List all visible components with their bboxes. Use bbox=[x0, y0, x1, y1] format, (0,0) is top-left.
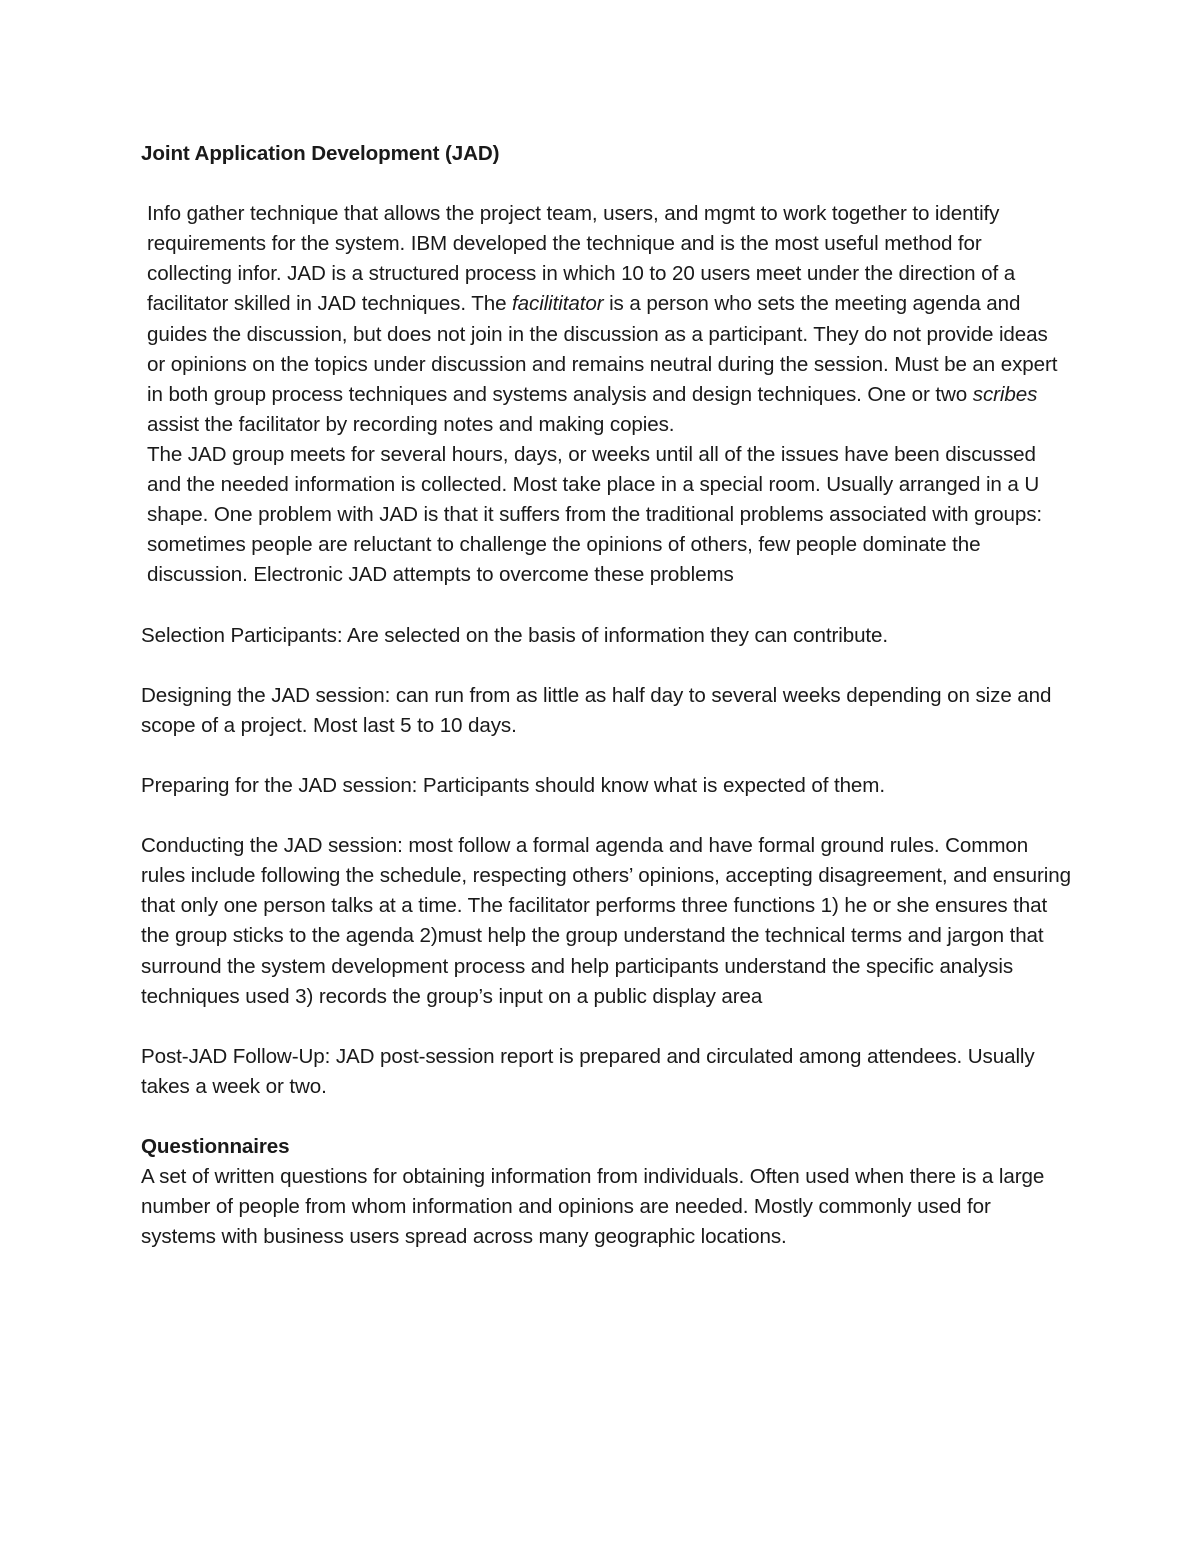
document-body bbox=[141, 139, 1071, 1252]
designing-paragraph: Designing the JAD session: can run from as little as half day to several weeks depending on size and scope of a project. Most last 5 to 10 days. bbox=[141, 683, 1052, 737]
followup-paragraph: Post-JAD Follow-Up: JAD post-session report is prepared and circulated among attendees. Usually takes a week or two. bbox=[141, 1044, 1035, 1098]
selection-paragraph: Selection Participants: Are selected on the basis of information they can contribute. bbox=[141, 623, 889, 647]
intro-text-part3: assist the facilitator by recording notes and making copies. bbox=[147, 412, 675, 436]
questionnaires-paragraph: A set of written questions for obtaining information from individuals. Often used when there is a large number of people from whom information and opinions are needed. Mostly commonly used for systems with business users spread across many geographic locations. bbox=[141, 1165, 1045, 1249]
blank-line bbox=[141, 1102, 1071, 1132]
questionnaires-heading: Questionnaires bbox=[141, 1135, 290, 1159]
intro-paragraph bbox=[141, 199, 1071, 440]
blank-line bbox=[141, 741, 1071, 771]
facilitator-term: facilititator bbox=[512, 292, 604, 316]
blank-line bbox=[141, 801, 1071, 831]
intro-text-part2: is a person who sets the meeting agenda and guides the discussion, but does not join in the discussion as a participant. They do not provide ideas or opinions on the topics under discussion and remains neutral during the session. Must be an expert in both group process techniques and systems analysis and design techniques. One or two bbox=[147, 292, 1058, 406]
intro-text-part1: Info gather technique that allows the project team, users, and mgmt to work together to identify requirements for the system. IBM developed the technique and is the most useful method for collecting infor. JAD is a structured process in which 10 to 20 users meet under the direction of a facilitator skilled in JAD techniques. The bbox=[147, 202, 1016, 316]
blank-line bbox=[141, 590, 1071, 620]
group-paragraph: The JAD group meets for several hours, days, or weeks until all of the issues have been discussed and the needed information is collected. Most take place in a special room. Usually arranged in a U shape. One problem with JAD is that it suffers from the traditional problems associated with groups: sometimes people are reluctant to challenge the opinions of others, few people dominate the discussion. Electronic JAD attempts to overcome these problems bbox=[147, 442, 1043, 587]
blank-line bbox=[141, 1012, 1071, 1042]
document-title: Joint Application Development (JAD) bbox=[141, 142, 500, 165]
conducting-paragraph: Conducting the JAD session: most follow a formal agenda and have formal ground rules. Common rules include following the schedule, respecting others’ opinions, accepting disagreement, and ensuring that only one person talks at a time. The facilitator performs three functions 1) he or she ensures that the group sticks to the agenda 2)must help the group understand the technical terms and jargon that surround the system development process and help participants understand the specific analysis techniques used 3) records the group’s input on a public display area bbox=[141, 834, 1071, 1008]
blank-line bbox=[141, 651, 1071, 681]
preparing-paragraph: Preparing for the JAD session: Participants should know what is expected of them. bbox=[141, 773, 885, 797]
scribes-term: scribes bbox=[972, 382, 1038, 406]
blank-line bbox=[141, 169, 1071, 199]
